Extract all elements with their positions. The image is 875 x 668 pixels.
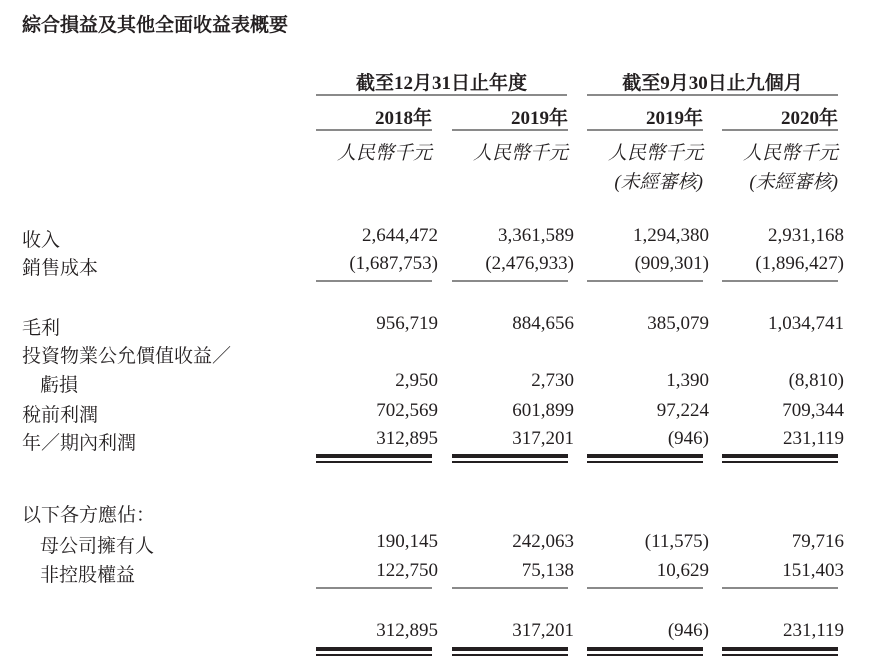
underline: [316, 280, 432, 282]
cell-value: 2,931,168: [768, 225, 844, 246]
cell-value: 190,145: [376, 531, 438, 552]
cell-value: 312,895: [376, 428, 438, 449]
cell-value: 317,201: [512, 428, 574, 449]
cell-value: 231,119: [782, 428, 844, 449]
year-header: 2019年: [645, 108, 703, 129]
currency-unit: 人民幣千元: [472, 143, 568, 164]
cell-value: 97,224: [656, 400, 709, 421]
cell-value: (8,810): [788, 370, 844, 391]
double-underline: [587, 454, 703, 463]
underline: [587, 280, 703, 282]
group-header-nine-months: 截至9月30日止九個月: [622, 73, 803, 94]
underline: [722, 587, 838, 589]
row-label: 母公司擁有人: [40, 536, 155, 557]
row-label: 年／期內利潤: [22, 433, 137, 454]
double-underline: [587, 647, 703, 656]
cell-value: 2,950: [395, 370, 438, 391]
double-underline: [452, 454, 568, 463]
row-label: 虧損: [40, 375, 79, 396]
currency-unit: 人民幣千元: [336, 143, 432, 164]
cell-value: 231,119: [782, 620, 844, 641]
double-underline: [722, 454, 838, 463]
row-label: 以下各方應佔：: [22, 505, 156, 526]
row-label: 收入: [22, 230, 61, 251]
cell-value: 385,079: [647, 313, 709, 334]
year-header: 2019年: [510, 108, 568, 129]
cell-value: 1,294,380: [633, 225, 709, 246]
cell-value: (2,476,933): [485, 253, 574, 274]
double-underline: [316, 647, 432, 656]
double-underline: [452, 647, 568, 656]
cell-value: 2,644,472: [362, 225, 438, 246]
cell-value: 122,750: [376, 560, 438, 581]
cell-value: 2,730: [531, 370, 574, 391]
underline: [722, 280, 838, 282]
cell-value: 1,390: [666, 370, 709, 391]
underline: [452, 280, 568, 282]
cell-value: 1,034,741: [768, 313, 844, 334]
divider: [587, 94, 838, 96]
group-header-annual: 截至12月31日止年度: [355, 73, 527, 94]
double-underline: [722, 647, 838, 656]
divider: [316, 94, 567, 96]
currency-unit: 人民幣千元: [607, 143, 703, 164]
unaudited-note: (未經審核): [614, 172, 703, 193]
cell-value: 709,344: [782, 400, 844, 421]
unaudited-note: (未經審核): [749, 172, 838, 193]
cell-value: 317,201: [512, 620, 574, 641]
double-underline: [316, 454, 432, 463]
cell-value: 312,895: [376, 620, 438, 641]
underline: [316, 129, 432, 131]
cell-value: (946): [667, 428, 709, 449]
cell-value: 10,629: [656, 560, 709, 581]
cell-value: 151,403: [782, 560, 844, 581]
underline: [452, 129, 568, 131]
cell-value: 3,361,589: [498, 225, 574, 246]
cell-value: 601,899: [512, 400, 574, 421]
cell-value: 702,569: [376, 400, 438, 421]
underline: [587, 129, 703, 131]
cell-value: (909,301): [634, 253, 709, 274]
underline: [316, 587, 432, 589]
year-header: 2020年: [780, 108, 838, 129]
underline: [452, 587, 568, 589]
cell-value: 242,063: [512, 531, 574, 552]
cell-value: 884,656: [512, 313, 574, 334]
cell-value: 75,138: [521, 560, 574, 581]
cell-value: (946): [667, 620, 709, 641]
cell-value: 956,719: [376, 313, 438, 334]
row-label: 稅前利潤: [22, 405, 99, 426]
row-label: 非控股權益: [40, 565, 136, 586]
underline: [722, 129, 838, 131]
underline: [587, 587, 703, 589]
year-header: 2018年: [374, 108, 432, 129]
cell-value: (11,575): [644, 531, 709, 552]
row-label: 毛利: [22, 318, 61, 339]
cell-value: (1,896,427): [755, 253, 844, 274]
cell-value: 79,716: [791, 531, 844, 552]
page-title: 綜合損益及其他全面收益表概要: [22, 14, 289, 36]
row-label: 銷售成本: [22, 258, 99, 279]
currency-unit: 人民幣千元: [742, 143, 838, 164]
cell-value: (1,687,753): [349, 253, 438, 274]
row-label: 投資物業公允價值收益／: [22, 346, 232, 367]
